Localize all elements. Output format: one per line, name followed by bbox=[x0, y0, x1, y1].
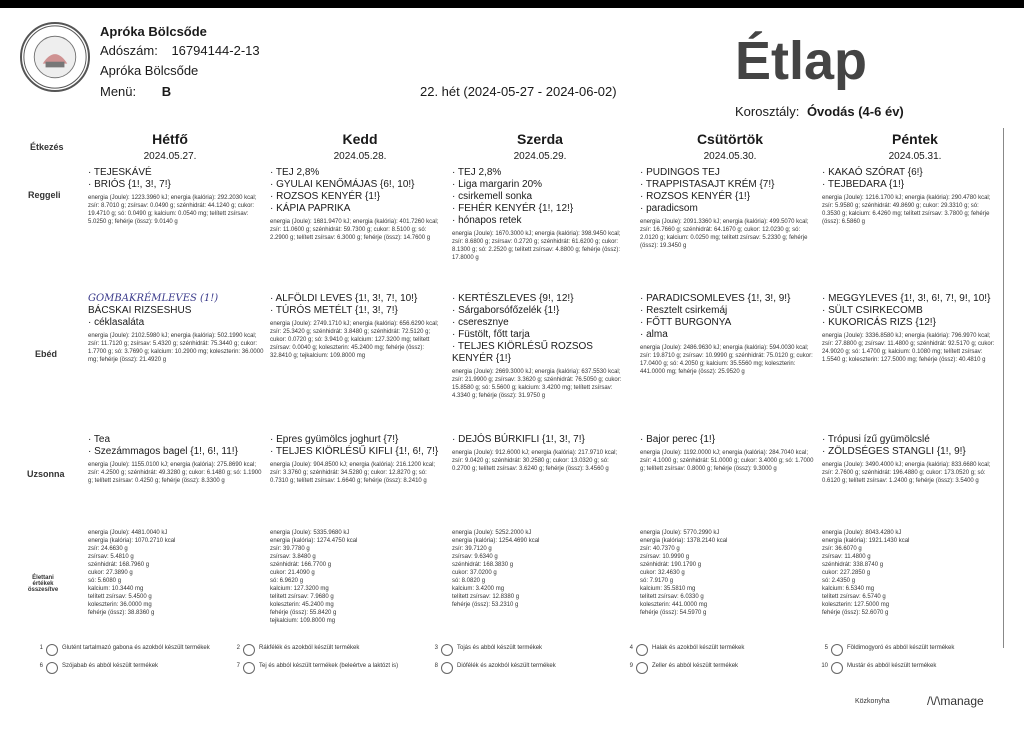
meal-cell-uzsonna bbox=[822, 434, 998, 485]
meal-cell-reggeli bbox=[452, 167, 628, 262]
allergen-icon bbox=[441, 662, 453, 674]
summary-line: só: 5.6080 g bbox=[88, 578, 122, 584]
legend-number: 8 bbox=[434, 663, 438, 669]
summary-line: energia (kalória): 1070.2710 kcal bbox=[88, 538, 176, 544]
allergen-icon bbox=[636, 662, 648, 674]
legend-item bbox=[820, 644, 995, 656]
logo-graphic bbox=[22, 24, 88, 90]
nutrition-text: energia (Joule): 1192.0000 kJ; energia (kalória): 284.7040 kcal; zsír: 4.1000 g; szénhidrát: 51.0000 g; cukor: 3.4000 g; só: 1.7000 g; telített zsírsav: 0.8000 g; fehérje (össz): 9.3000 g bbox=[640, 450, 814, 472]
day-date: 2024.05.27. bbox=[143, 151, 197, 162]
summary-line: koleszterin: 127.5000 mg bbox=[822, 602, 890, 608]
day-header-pentek bbox=[825, 131, 1005, 162]
day-header-kedd bbox=[270, 131, 450, 162]
menu-item: BÁCSKAI RIZSESHUS bbox=[88, 305, 192, 316]
menu-item: · TELJES KIÖRLÉSŰ KIFLI {1!, 6!, 7!} bbox=[270, 446, 439, 457]
legend-text: Szójabab és abból készült termékek bbox=[62, 663, 159, 669]
summary-line: fehérje (össz): 55.8420 g bbox=[270, 610, 337, 616]
legend-number: 3 bbox=[434, 645, 438, 651]
legend-item bbox=[625, 644, 800, 656]
menu-item: · PUDINGOS TEJ bbox=[640, 167, 720, 178]
menu-item: · KERTÉSZLEVES {9!, 12!} bbox=[452, 293, 574, 304]
daily-summary bbox=[270, 529, 420, 625]
meal-cell-reggeli bbox=[822, 167, 998, 226]
menu-item: · Resztelt csirkemáj bbox=[640, 305, 728, 316]
legend-number: 5 bbox=[824, 645, 828, 651]
allergen-icon bbox=[831, 644, 843, 656]
kozkonyha-logo bbox=[20, 22, 90, 92]
menu-item: · ROZSOS KENYÉR {1!} bbox=[640, 191, 751, 202]
menu-item: · PARADICSOMLEVES {1!, 3!, 9!} bbox=[640, 293, 791, 304]
menu-item: · Bajor perec {1!} bbox=[640, 434, 716, 445]
legend-text: Diófélék és azokból készült termékek bbox=[457, 663, 556, 669]
legend-item bbox=[232, 644, 407, 656]
nutrition-text: energia (Joule): 1223.3960 kJ; energia (kalória): 292.2030 kcal; zsír: 8.7010 g; zsírsav: 0.0490 g; szénhidrát: 44.1240 g; cukor: 19.4710 g; só: 0.0490 g; kalcium: 0.0540 mg; telített zsírsav: 5.0250 g; fehérje (össz): 9.0140 g bbox=[88, 195, 257, 225]
menu-item: · ROZSOS KENYÉR {1!} bbox=[270, 191, 381, 202]
menu-label: Menü: bbox=[100, 84, 137, 99]
row-label-reggeli: Reggeli bbox=[28, 190, 61, 200]
nutrition-text: energia (Joule): 1155.0100 kJ; energia (kalória): 275.8690 kcal; zsír: 4.2500 g; szénhidrát: 49.3280 g; cukor: 6.1480 g; só: 1.1900 g; telített zsírsav: 0.4250 g; fehérje (össz): 8.3300 g bbox=[88, 462, 262, 484]
meal-cell-uzsonna bbox=[452, 434, 628, 473]
menu-item: · TEJBEDARA {1!} bbox=[822, 179, 905, 190]
menu-item: · BRIÓS {1!, 3!, 7!} bbox=[88, 179, 171, 190]
menu-item: · Füstölt, főtt tarja bbox=[452, 329, 530, 340]
row-label-uzsonna: Uzsonna bbox=[27, 469, 65, 479]
menu-item: · paradicsom bbox=[640, 203, 698, 214]
meal-cell-uzsonna bbox=[88, 434, 264, 485]
summary-line: telített zsírsav: 7.9680 g bbox=[270, 594, 334, 600]
legend-text: Tojás és abból készült termékek bbox=[457, 645, 543, 651]
day-date: 2024.05.30. bbox=[703, 151, 757, 162]
summary-line: zsírsav: 10.9990 g bbox=[640, 554, 690, 560]
summary-line: só: 2.4350 g bbox=[822, 578, 856, 584]
legend-text: Halak és azokból készült termékek bbox=[652, 645, 745, 651]
day-header-szerda bbox=[450, 131, 630, 162]
summary-line: szénhidrát: 338.8740 g bbox=[822, 562, 884, 568]
summary-line: zsír: 40.7370 g bbox=[640, 546, 680, 552]
menu-item: · KÁPIA PAPRIKA bbox=[270, 203, 351, 214]
summary-line: cukor: 27.3890 g bbox=[88, 570, 133, 576]
legend-item bbox=[625, 662, 800, 674]
legend-text: Földimogyoró és abból készült termékek bbox=[847, 645, 955, 651]
summary-line: cukor: 21.4090 g bbox=[270, 570, 315, 576]
daily-summary bbox=[452, 529, 602, 609]
menu-item: · Liga margarin 20% bbox=[452, 179, 543, 190]
nutrition-text: energia (Joule): 2749.1710 kJ; energia (kalória): 656.6290 kcal; zsír: 25.3420 g; szénhidrát: 3.8480 g; szénhidrát: 72.5120 g; cukor: 0.0720 g; só: 3.9410 g; kalcium: 127.3200 mg; telített zsírsav: 0.0040 g; koleszterin: 45.2400 mg; fehérje (össz): 32.8410 g; tejkalcium: 109.8000 mg bbox=[270, 321, 439, 359]
org-name-secondary: Apróka Bölcsőde bbox=[100, 63, 199, 78]
legend-number: 10 bbox=[821, 663, 828, 669]
summary-line: zsír: 39.7120 g bbox=[452, 546, 492, 552]
menu-item: · TRAPPISTASAJT KRÉM {7!} bbox=[640, 179, 775, 190]
summary-line: telített zsírsav: 12.8380 g bbox=[452, 594, 520, 600]
summary-line: koleszterin: 441.0000 mg bbox=[640, 602, 708, 608]
summary-line: energia (Joule): 8043.4280 kJ bbox=[822, 530, 902, 536]
legend-text: Mustár és abból készült termékek bbox=[847, 663, 937, 669]
org-name: Apróka Bölcsőde bbox=[100, 24, 207, 39]
summary-line: koleszterin: 45.2400 mg bbox=[270, 602, 334, 608]
menu-item: · TEJ 2,8% bbox=[452, 167, 502, 178]
menu-item: · ALFÖLDI LEVES {1!, 3!, 7!, 10!} bbox=[270, 293, 418, 304]
summary-line: szénhidrát: 190.1790 g bbox=[640, 562, 702, 568]
legend-item bbox=[430, 644, 605, 656]
daily-summary bbox=[822, 529, 972, 617]
allergen-icon bbox=[441, 644, 453, 656]
menu-item: · TEJESKÁVÉ bbox=[88, 167, 152, 178]
legend-text: Tej és abból készült termékek (beleértve a laktózt is) bbox=[259, 663, 399, 669]
summary-line: fehérje (össz): 38.8360 g bbox=[88, 610, 155, 616]
tax-row bbox=[100, 43, 260, 58]
meal-cell-ebed bbox=[270, 293, 446, 360]
nutrition-text: energia (Joule): 3336.8580 kJ; energia (kalória): 796.9970 kcal; zsír: 27.8800 g; zsírsav: 11.4800 g; szénhidrát: 92.5170 g; cukor: 24.9020 g; só: 1.4700 g; kalcium: 0.1080 mg; telített zsírsav: 1.5540 g; koleszterin: 127.5000 mg; fehérje (össz): 40.4810 g bbox=[822, 333, 995, 363]
summary-line: energia (Joule): 5252.2000 kJ bbox=[452, 530, 532, 536]
summary-line: kalcium: 35.5810 mg bbox=[640, 586, 696, 592]
day-date: 2024.05.28. bbox=[333, 151, 387, 162]
nutrition-text: energia (Joule): 904.8500 kJ; energia (kalória): 216.1200 kcal; zsír: 3.3760 g; szénhidrát: 34.5280 g; cukor: 12.8270 g; só: 0.7310 g; telített zsírsav: 1.6640 g; fehérje (össz): 8.2410 g bbox=[270, 462, 436, 484]
menu-item: · cseresznye bbox=[452, 317, 509, 328]
day-name: Csütörtök bbox=[696, 131, 764, 147]
summary-line: szénhidrát: 166.7700 g bbox=[270, 562, 332, 568]
row-header-meal: Étkezés bbox=[30, 142, 64, 152]
menu-item: · Szezámmagos bagel {1!, 6!, 11!} bbox=[88, 446, 238, 457]
summary-line: só: 6.9620 g bbox=[270, 578, 304, 584]
meal-cell-reggeli bbox=[88, 167, 264, 226]
summary-label-line1: Élettani értékek bbox=[32, 575, 54, 587]
menu-item: · céklasaláta bbox=[88, 317, 145, 328]
day-name: Szerda bbox=[517, 131, 563, 147]
allergen-icon bbox=[831, 662, 843, 674]
legend-number: 4 bbox=[629, 645, 633, 651]
legend-item bbox=[35, 644, 210, 656]
summary-line: energia (kalória): 1254.4690 kcal bbox=[452, 538, 540, 544]
legend-item bbox=[820, 662, 995, 674]
page-title: Étlap bbox=[735, 31, 868, 91]
menu-item: · FEHÉR KENYÉR {1!, 12!} bbox=[452, 203, 574, 214]
menu-item: · SÜLT CSIRKECOMB bbox=[822, 305, 923, 316]
nutrition-text: energia (Joule): 2102.5980 kJ; energia (kalória): 502.1990 kcal; zsír: 11.7120 g; zsírsav: 5.4320 g; szénhidrát: 75.3440 g; cukor: 1.7700 g; só: 3.7690 g; kalcium: 10.2900 mg; koleszterin: 36.0000 mg; fehérje (össz): 21.4920 g bbox=[88, 333, 264, 363]
legend-item bbox=[232, 662, 407, 674]
nutrition-text: energia (Joule): 3490.4000 kJ; energia (kalória): 833.6680 kcal; zsír: 2.7600 g; szénhidrát: 196.4880 g; cukor: 173.0520 g; só: 0.6120 g; telített zsírsav: 1.2400 g; fehérje (össz): 3.5400 g bbox=[822, 462, 991, 484]
meal-cell-ebed bbox=[640, 293, 816, 376]
nutrition-text: energia (Joule): 2486.9630 kJ; energia (kalória): 594.0030 kcal; zsír: 19.8710 g; zsírsav: 10.9990 g; szénhidrát: 75.0120 g; cukor: 17.0400 g; só: 4.2050 g; kalcium: 35.5560 mg; koleszterin: 441.0000 mg; fehérje (össz): 25.9520 g bbox=[640, 345, 813, 375]
summary-line: energia (kalória): 1274.4750 kcal bbox=[270, 538, 358, 544]
summary-line: zsír: 39.7780 g bbox=[270, 546, 310, 552]
summary-line: energia (Joule): 4481.0040 kJ bbox=[88, 530, 168, 536]
summary-line: cukor: 32.4630 g bbox=[640, 570, 685, 576]
menu-row bbox=[100, 84, 171, 99]
summary-line: energia (Joule): 5335.9680 kJ bbox=[270, 530, 350, 536]
allergen-icon bbox=[243, 662, 255, 674]
nutrition-text: energia (Joule): 912.6000 kJ; energia (kalória): 217.9710 kcal; zsír: 9.0420 g; szénhidrát: 30.2580 g; cukor: 13.0320 g; só: 0.2700 g; telített zsírsav: 3.6240 g; fehérje (össz): 3.4560 g bbox=[452, 450, 618, 472]
summary-line: zsírsav: 9.6340 g bbox=[452, 554, 498, 560]
summary-line: só: 8.0820 g bbox=[452, 578, 486, 584]
summary-line: koleszterin: 36.0000 mg bbox=[88, 602, 152, 608]
menu-item: · GYULAI KENŐMÁJAS {6!, 10!} bbox=[270, 179, 415, 190]
menu-item: · ZÖLDSÉGES STANGLI {1!, 9!} bbox=[822, 446, 966, 457]
day-date: 2024.05.31. bbox=[888, 151, 942, 162]
meal-cell-ebed bbox=[452, 293, 628, 400]
menu-item: · Tea bbox=[88, 434, 111, 445]
nutrition-text: energia (Joule): 1681.9470 kJ; energia (kalória): 401.7260 kcal; zsír: 11.0600 g; szénhidrát: 59.7300 g; cukor: 8.5100 g; só: 2.2900 g; telített zsírsav: 6.3000 g; fehérje (össz): 14.7600 g bbox=[270, 219, 439, 241]
legend-item bbox=[35, 662, 210, 674]
row-label-summary bbox=[22, 575, 64, 593]
summary-line: zsír: 36.6070 g bbox=[822, 546, 862, 552]
summary-line: szénhidrát: 168.3830 g bbox=[452, 562, 514, 568]
meal-cell-uzsonna bbox=[640, 434, 816, 473]
top-border bbox=[0, 0, 1024, 8]
summary-line: fehérje (össz): 52.6070 g bbox=[822, 610, 889, 616]
row-label-ebed: Ebéd bbox=[35, 349, 58, 359]
menu-item: · hónapos retek bbox=[452, 215, 522, 226]
menu-item: · FŐTT BURGONYA bbox=[640, 317, 732, 328]
menu-item: · KAKAÓ SZÓRAT {6!} bbox=[822, 167, 923, 178]
summary-line: telített zsírsav: 5.4500 g bbox=[88, 594, 152, 600]
legend-number: 6 bbox=[39, 663, 43, 669]
daily-summary bbox=[640, 529, 790, 617]
summary-line: energia (kalória): 1921.1430 kcal bbox=[822, 538, 910, 544]
summary-line: fehérje (össz): 53.2310 g bbox=[452, 602, 519, 608]
age-label: Korosztály: bbox=[735, 104, 800, 119]
day-name: Kedd bbox=[342, 131, 378, 147]
legend-text: Rákfélék és azokból készült termékek bbox=[259, 645, 360, 651]
allergen-icon bbox=[636, 644, 648, 656]
menu-value: B bbox=[161, 84, 172, 99]
menu-item: · KUKORICÁS RIZS {12!} bbox=[822, 317, 936, 328]
menu-item: · TÚRÓS METÉLT {1!, 3!, 7!} bbox=[270, 305, 398, 316]
summary-line: energia (Joule): 5770.2990 kJ bbox=[640, 530, 720, 536]
day-header-csutortok bbox=[640, 131, 820, 162]
summary-line: zsírsav: 11.4800 g bbox=[822, 554, 871, 560]
age-value: Óvodás (4-6 év) bbox=[806, 104, 904, 119]
day-name: Péntek bbox=[892, 131, 938, 147]
legend-number: 7 bbox=[236, 663, 240, 669]
tax-label: Adószám: bbox=[100, 43, 158, 58]
summary-line: kalcium: 10.3440 mg bbox=[88, 586, 144, 592]
menu-item: · Sárgaborsófőzelék {1!} bbox=[452, 305, 560, 316]
meal-cell-ebed bbox=[88, 293, 264, 364]
menu-item: · Epres gyümölcs joghurt {7!} bbox=[270, 434, 399, 445]
age-group bbox=[735, 104, 904, 119]
summary-line: telített zsírsav: 6.5740 g bbox=[822, 594, 886, 600]
day-header-hetfo bbox=[80, 131, 260, 162]
manage-logo: /\/\manage bbox=[927, 694, 984, 708]
day-date: 2024.05.29. bbox=[513, 151, 567, 162]
menu-item: · TELJES KIÖRLÉSŰ ROZSOS KENYÉR {1!} bbox=[452, 341, 593, 364]
summary-line: zsírsav: 3.8480 g bbox=[270, 554, 316, 560]
menu-item: · csirkemell sonka bbox=[452, 191, 533, 202]
menu-item: · Trópusi ízű gyümölcslé bbox=[822, 434, 930, 445]
nutrition-text: energia (Joule): 1216.1700 kJ; energia (kalória): 290.4780 kcal; zsír: 5.9580 g; szénhidrát: 49.8690 g; cukor: 29.3310 g; só: 0.3530 g; kalcium: 6.4260 mg; telített zsírsav: 3.7800 g; fehérje (össz): 6.5860 g bbox=[822, 195, 991, 225]
daily-summary bbox=[88, 529, 238, 617]
summary-line: kalcium: 6.5340 mg bbox=[822, 586, 875, 592]
day-name: Hétfő bbox=[152, 131, 188, 147]
allergen-icon bbox=[46, 662, 58, 674]
allergen-icon bbox=[243, 644, 255, 656]
legend-number: 1 bbox=[39, 645, 43, 651]
legend-number: 9 bbox=[629, 663, 633, 669]
summary-line: kalcium: 127.3200 mg bbox=[270, 586, 329, 592]
handwritten-note: GOMBAKRÉMLEVES (1!) bbox=[88, 293, 219, 304]
nutrition-text: energia (Joule): 2091.3360 kJ; energia (kalória): 499.5070 kcal; zsír: 16.7660 g; szénhidrát: 64.1670 g; cukor: 12.0230 g; só: 2.0120 g; kalcium: 0.0250 mg; telített zsírsav: 5.2330 g; fehérje (össz): 19.3450 g bbox=[640, 219, 809, 249]
menu-item: · MEGGYLEVES {1!, 3!, 6!, 7!, 9!, 10!} bbox=[822, 293, 991, 304]
meal-cell-ebed bbox=[822, 293, 998, 364]
summary-line: só: 7.9170 g bbox=[640, 578, 674, 584]
menu-item: · DEJÓS BÚRKIFLI {1!, 3!, 7!} bbox=[452, 434, 585, 445]
legend-item bbox=[430, 662, 605, 674]
nutrition-text: energia (Joule): 1670.3000 kJ; energia (kalória): 398.9450 kcal; zsír: 8.6800 g; zsírsav: 0.2720 g; szénhidrát: 61.6200 g; cukor: 8.1300 g; só: 2.2520 g; telített zsírsav: 4.8800 g; fehérje (össz): 17.8000 g bbox=[452, 231, 621, 261]
legend-text: Glutént tartalmazó gabona és azokból készült termékek bbox=[62, 645, 210, 651]
legend-text: Zeller és abból készült termékek bbox=[652, 663, 739, 669]
meal-cell-reggeli bbox=[640, 167, 816, 250]
nutrition-text: energia (Joule): 2669.3000 kJ; energia (kalória): 637.5530 kcal; zsír: 21.9900 g; zsírsav: 3.3620 g; szénhidrát: 76.5050 g; cukor: 15.8580 g; só: 5.5600 g; kalcium: 3.4200 mg; telített zsírsav: 4.3340 g; fehérje (össz): 31.9750 g bbox=[452, 369, 622, 399]
meal-cell-reggeli bbox=[270, 167, 446, 242]
summary-line: szénhidrát: 168.7960 g bbox=[88, 562, 150, 568]
summary-line: tejkalcium: 109.8000 mg bbox=[270, 618, 336, 624]
menu-item: · alma bbox=[640, 329, 668, 340]
tax-value: 16794144-2-13 bbox=[171, 43, 260, 58]
summary-line: cukor: 227.2850 g bbox=[822, 570, 871, 576]
week-range: 22. hét (2024-05-27 - 2024-06-02) bbox=[420, 84, 617, 99]
meal-cell-uzsonna bbox=[270, 434, 446, 485]
footer-kozkonyha: Közkonyha bbox=[855, 698, 890, 705]
summary-line: zsírsav: 5.4810 g bbox=[88, 554, 134, 560]
summary-line: energia (kalória): 1378.2140 kcal bbox=[640, 538, 728, 544]
right-border bbox=[1003, 128, 1004, 648]
summary-line: cukor: 37.0200 g bbox=[452, 570, 497, 576]
summary-line: kalcium: 3.4200 mg bbox=[452, 586, 505, 592]
legend-number: 2 bbox=[236, 645, 240, 651]
summary-line: fehérje (össz): 54.5970 g bbox=[640, 610, 707, 616]
summary-label-line2: összesítve bbox=[27, 587, 59, 593]
summary-line: telített zsírsav: 6.0330 g bbox=[640, 594, 704, 600]
summary-line: zsír: 24.6630 g bbox=[88, 546, 128, 552]
menu-item: · TEJ 2,8% bbox=[270, 167, 320, 178]
allergen-icon bbox=[46, 644, 58, 656]
